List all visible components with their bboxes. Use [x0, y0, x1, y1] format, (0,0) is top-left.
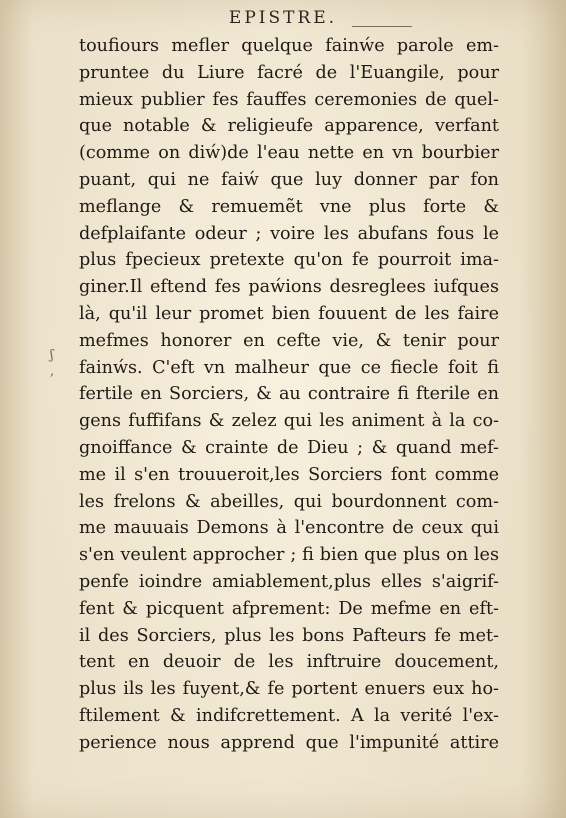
margin-mark-upper: ʃ: [50, 348, 54, 363]
text-line: defplaifante odeur ; voire les abufans fous le: [79, 223, 499, 244]
text-line: penfe ioindre amiablement,plus elles s'aigrif-: [79, 571, 499, 592]
text-line: (comme on diẃ)de l'eau nette en vn bourbier: [79, 143, 499, 164]
text-line: gens fuffifans & zelez qui les animent à la co-: [79, 411, 499, 432]
text-line: fent & picquent afprement: De mefme en eft-: [79, 598, 499, 619]
text-line: perience nous apprend que l'impunité attire: [79, 732, 499, 753]
margin-mark-lower: ,: [50, 364, 55, 379]
text-line: fainẃs. C'eft vn malheur que ce fiecle foit fi: [79, 357, 499, 378]
text-line: me il s'en trouueroit,les Sorciers font comme: [79, 464, 499, 485]
text-line: meflange & remuemẽt vne plus forte &: [79, 196, 499, 217]
text-line: toufiours mefler quelque fainẃe parole em-: [79, 36, 499, 56]
text-line: tent en deuoir de les inftruire doucement,: [79, 652, 499, 673]
text-line: puant, qui ne faiẃ que luy donner par fon: [79, 169, 499, 190]
text-line: fertile en Sorciers, & au contraire fi fterile en: [79, 384, 499, 405]
running-head: EPISTRE.: [228, 8, 338, 28]
text-line: que notable & religieufe apparence, verfant: [79, 116, 499, 137]
header-rule: [352, 26, 412, 27]
text-line: il des Sorciers, plus les bons Pafteurs fe met-: [79, 625, 499, 646]
text-line: plus fpecieux pretexte qu'on fe pourroit ima-: [79, 250, 499, 271]
margin-mark: [50, 348, 54, 380]
text-line: mieux publier fes fauffes ceremonies de quel-: [79, 89, 499, 110]
text-line: giner.Il eftend fes paẃions desreglees iufques: [79, 277, 499, 298]
text-line: gnoiffance & crainte de Dieu ; & quand mef-: [79, 437, 499, 458]
text-line: les frelons & abeilles, qui bourdonnent com-: [79, 491, 499, 512]
text-line: s'en veulent approcher ; fi bien que plus on les: [79, 545, 499, 566]
text-line: mefmes honorer en cefte vie, & tenir pour: [79, 330, 499, 351]
text-line: ftilement & indifcrettement. A la verité l'ex-: [79, 705, 499, 726]
body-text: [79, 33, 499, 757]
text-line: me mauuais Demons à l'encontre de ceux qui: [79, 518, 499, 539]
text-line: là, qu'il leur promet bien fouuent de les faire: [79, 303, 499, 324]
text-line: plus ils les fuyent,& fe portent enuers eux ho-: [79, 679, 499, 700]
text-line: pruntee du Liure facré de l'Euangile, pour: [79, 62, 499, 83]
